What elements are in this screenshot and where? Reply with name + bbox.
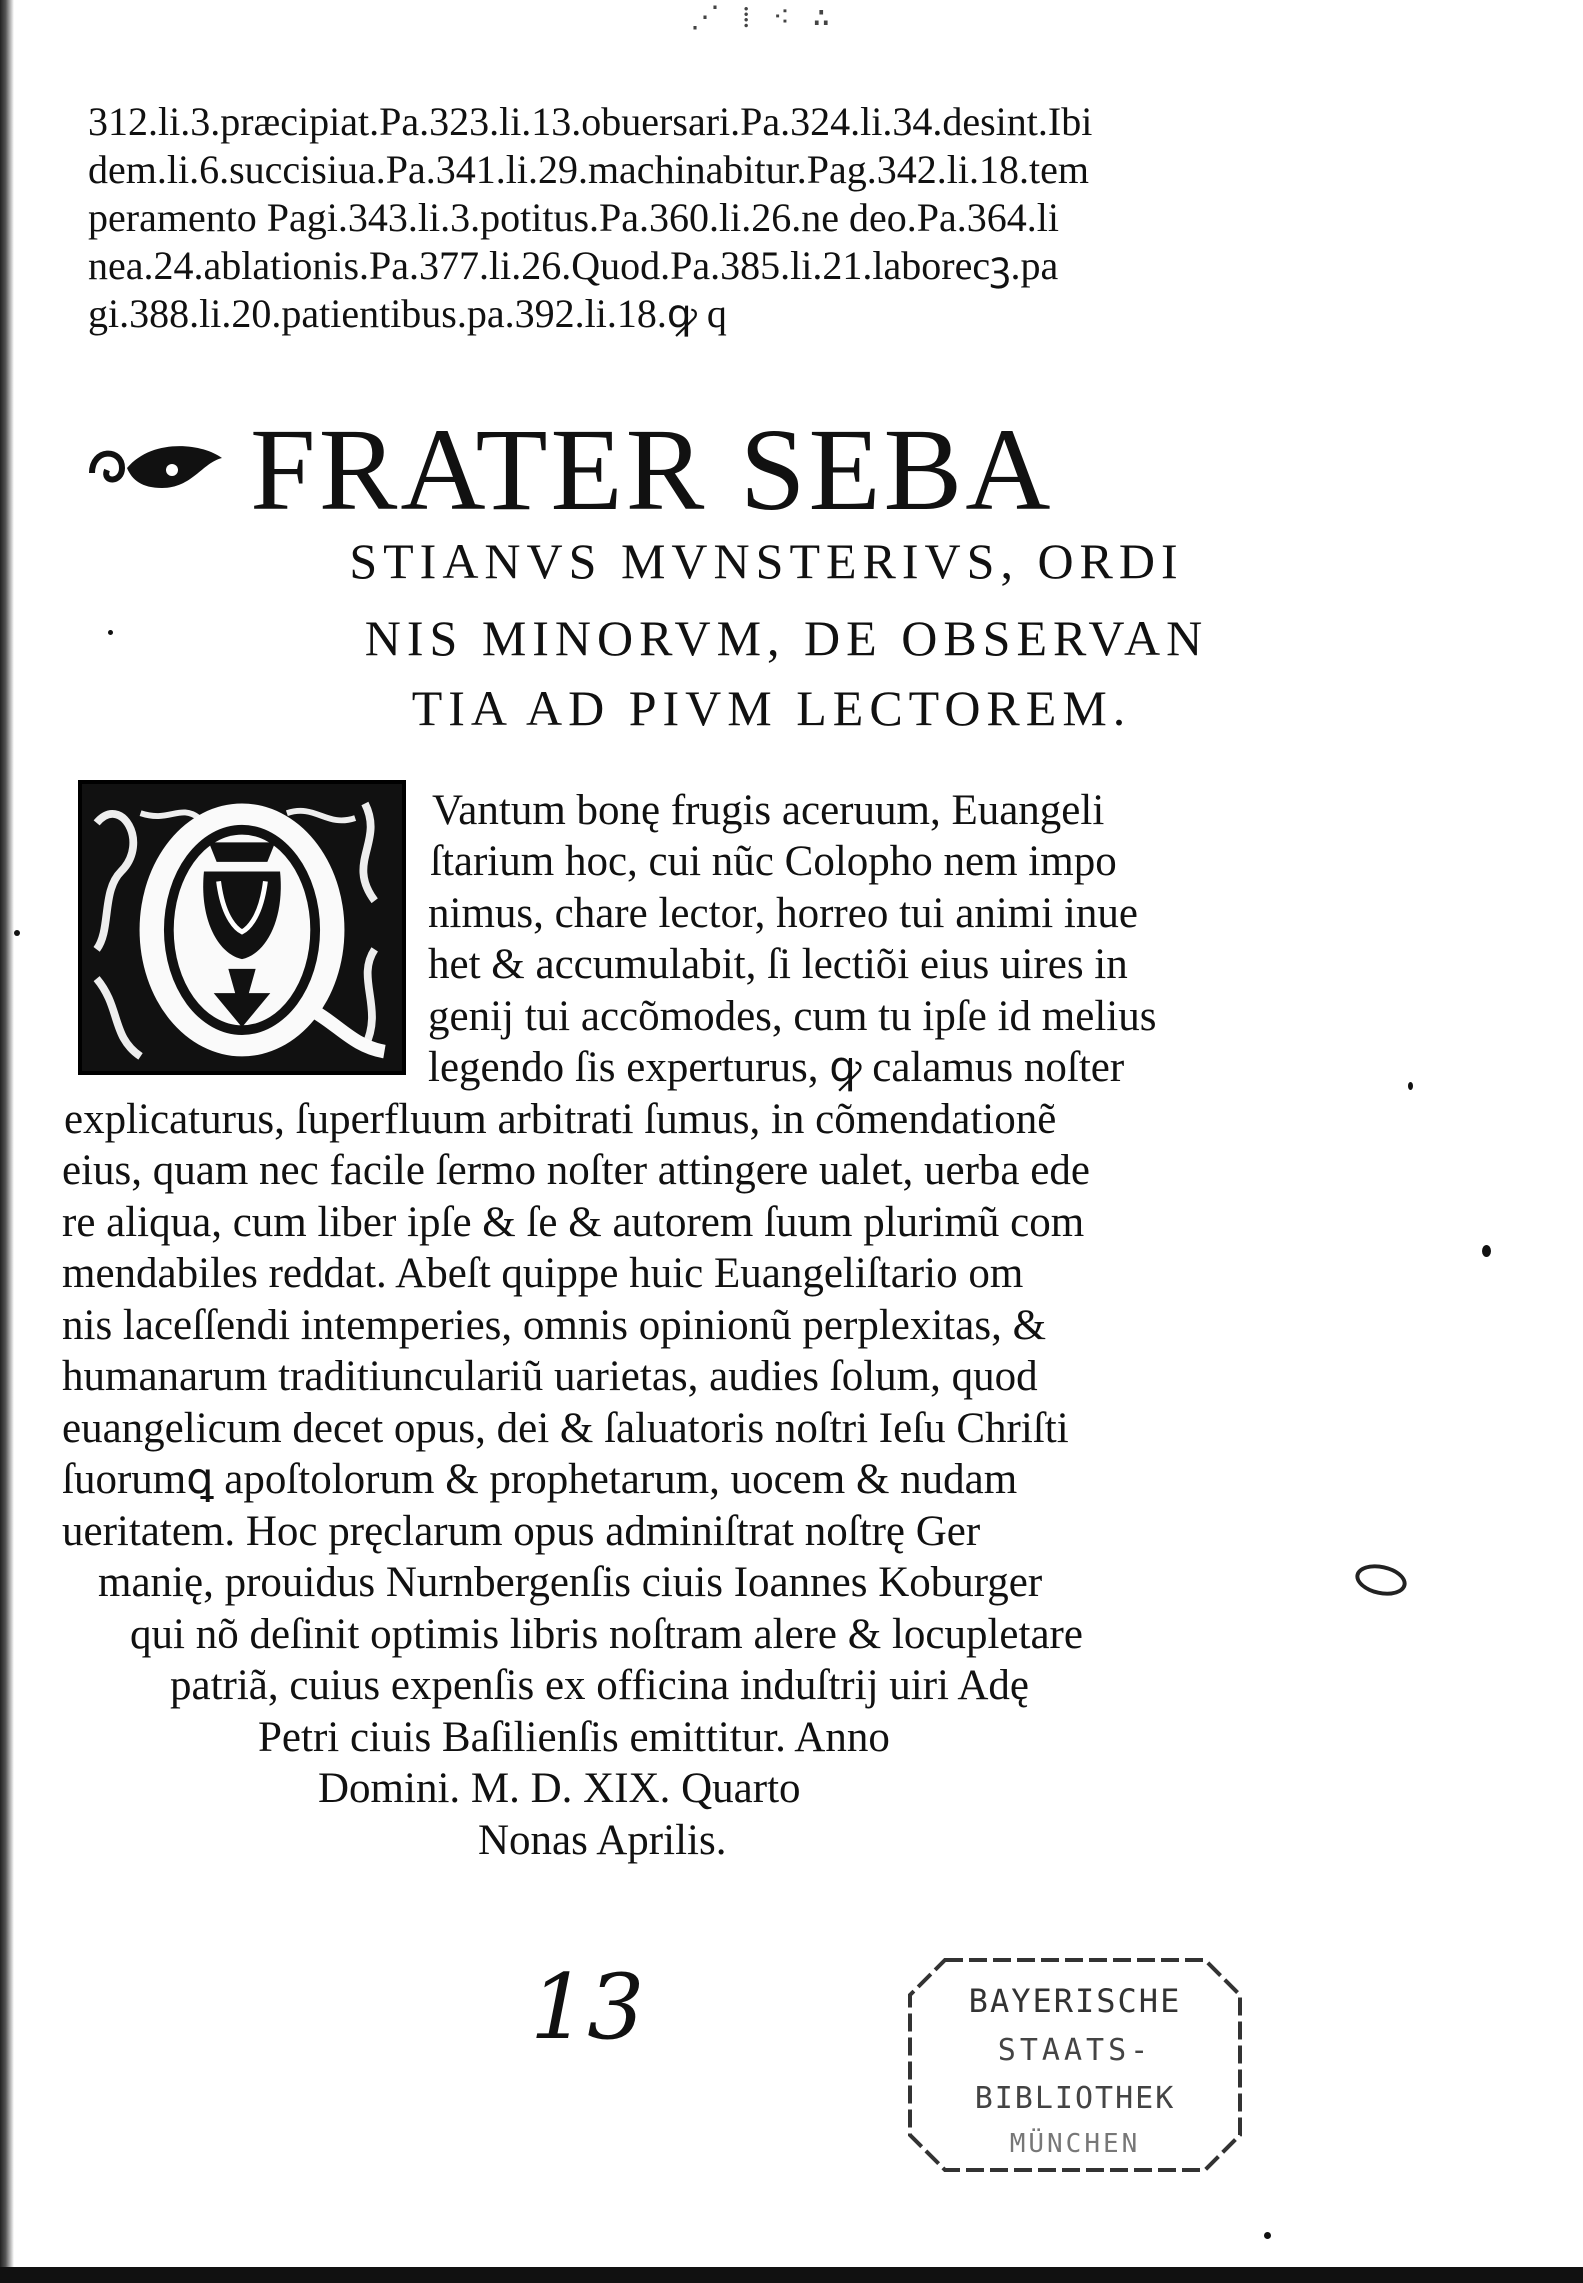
body-line: legendo ſis experturus, ꝙ calamus noſter [428,1044,1125,1091]
body-line: patriã, cuius expenſis ex officina induſtrij uiri Adę [170,1662,1029,1709]
body-line: manię, prouidus Nurnbergenſis ciuis Ioannes Koburger [98,1559,1043,1606]
body-line: nis laceſſendi intemperies, omnis opinionũ perplexitas, & [62,1302,1047,1349]
library-stamp [905,1950,1245,2180]
title-subline: TIA AD PIVM LECTOREM. [411,680,1132,736]
body-line: ſtarium hoc, cui nũc Colopho nem impo [430,838,1117,885]
body-line: eius, quam nec facile ſermo noſter attingere ualet, uerba ede [62,1147,1090,1194]
page-left-edge [0,0,14,2283]
errata-line: nea.24.ablationis.Pa.377.li.26.Quod.Pa.385.li.21.laborecꝫ.pa [88,243,1059,288]
handwritten-page-number: 13 [530,1955,645,2060]
body-line: euangelicum decet opus, dei & ſaluatoris noſtri Ieſu Chriſti [62,1405,1069,1452]
stamp-line-1: BAYERISCHE [968,1982,1182,2020]
errata-line: 312.li.3.præcipiat.Pa.323.li.13.obuersari.Pa.324.li.34.desint.Ibi [88,99,1093,144]
stamp-line-4: MÜNCHEN [1009,2129,1141,2159]
ink-speck [1408,1082,1413,1090]
body-line: re aliqua, cum liber ipſe & ſe & autorem ſuum plurimũ com [62,1199,1085,1246]
title-subline: NIS MINORVM, DE OBSERVAN [364,610,1209,666]
body-line: mendabiles reddat. Abeſt quippe huic Euangeliſtario om [62,1250,1024,1297]
ink-speck [1482,1245,1491,1257]
body-line: genij tui accõmodes, cum tu ipſe id melius [428,993,1157,1040]
body-line: Nonas Aprilis. [478,1817,727,1864]
ink-speck [14,930,20,936]
body-line: Petri ciuis Baſilienſis emittitur. Anno [258,1714,890,1761]
body-line: qui nõ deſinit optimis libris noſtram alere & locupletare [130,1611,1083,1658]
ink-speck [108,630,113,635]
fleuron-ornament-icon [82,428,232,498]
ink-speck [1264,2232,1271,2239]
errata-line: dem.li.6.succisiua.Pa.341.li.29.machinabitur.Pag.342.li.18.tem [88,147,1089,192]
body-line: ſuorumꝗ apoſtolorum & prophetarum, uocem & nudam [62,1456,1018,1503]
decorated-initial-letter [78,780,406,1075]
body-line: humanarum traditiunculariũ uarietas, audies ſolum, quod [62,1353,1038,1400]
page-bottom-edge [0,2267,1583,2283]
errata-block [88,98,1288,338]
body-line: het & accumulabit, ſi lectiõi eius uires in [428,941,1128,988]
stamp-line-3: BIBLIOTHEK [974,2081,1176,2116]
body-line: Vantum bonę frugis aceruum, Euangeli [432,787,1105,834]
errata-line: gi.388.li.20.patientibus.pa.392.li.18.ꝙ q [88,291,727,336]
title-main: FRATER SEBA [250,404,1054,535]
body-line: ueritatem. Hoc pręclarum opus adminiſtrat noſtrę Ger [62,1508,981,1555]
body-line: Domini. M. D. XIX. Quarto [318,1765,801,1812]
body-line: nimus, chare lector, horreo tui animi inue [428,890,1138,937]
body-line: explicaturus, ſuperfluum arbitrati ſumus, in cõmendationẽ [64,1096,1057,1143]
title-subline: STIANVS MVNSTERIVS, ORDI [349,533,1184,589]
errata-line: peramento Pagi.343.li.3.potitus.Pa.360.li.26.ne deo.Pa.364.li [88,195,1060,240]
ink-ring-mark [1352,1560,1409,1600]
top-margin-marks: ⋰ ⁞ ⁖ ∴ [690,0,833,35]
stamp-line-2: STAATS- [997,2033,1153,2068]
